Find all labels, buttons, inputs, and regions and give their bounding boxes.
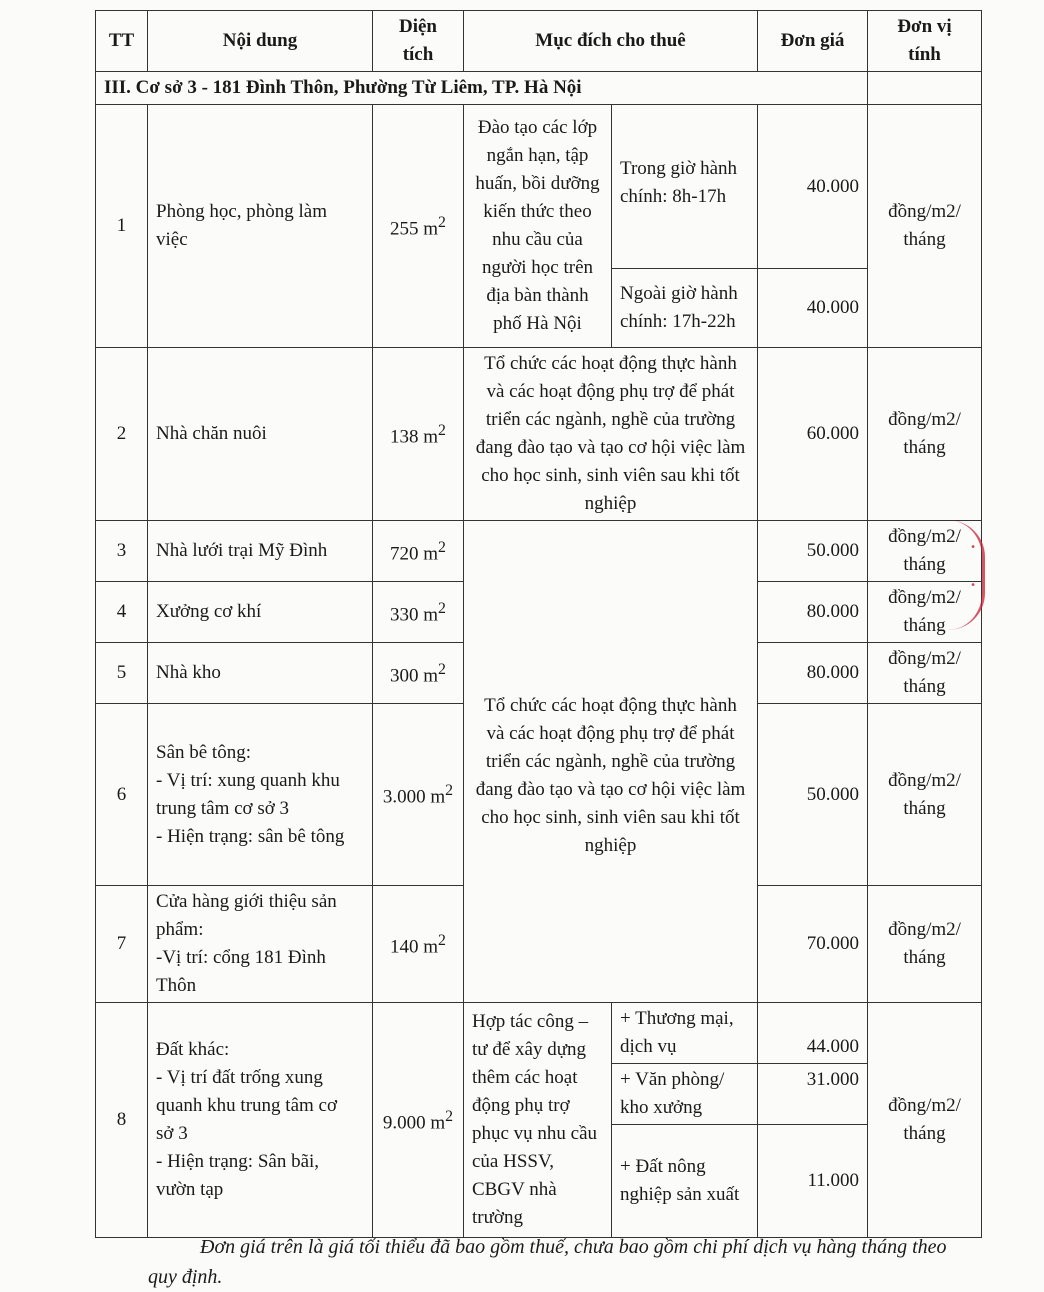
- row-content: Phòng học, phòng làm việc: [148, 105, 373, 348]
- row-price: 50.000: [758, 704, 868, 886]
- row-purpose: Đào tạo các lớp ngắn hạn, tập huấn, bồi dưỡng kiến thức theo nhu cầu của người học trên địa bàn thành phố Hà Nội: [464, 105, 612, 348]
- row-subpurpose: Trong giờ hành chính: 8h-17h: [612, 105, 758, 269]
- rental-price-table: [95, 10, 982, 1238]
- row-unit: đồng/m2/ tháng: [868, 105, 982, 348]
- row-area: 3.000 $m^2$: [373, 704, 464, 886]
- row-price: 80.000: [758, 643, 868, 704]
- table-header-row: [96, 11, 982, 72]
- row-number: 8: [96, 1003, 148, 1238]
- row-area: 140 $m^2$: [373, 886, 464, 1003]
- row-area: 330 $m^2$: [373, 582, 464, 643]
- row-price: 40.000: [758, 269, 868, 348]
- row-number: 4: [96, 582, 148, 643]
- row-price: 11.000: [758, 1125, 868, 1238]
- row-number: 1: [96, 105, 148, 348]
- row-number: 5: [96, 643, 148, 704]
- row-price: 60.000: [758, 348, 868, 521]
- header-tt: TT: [96, 11, 148, 72]
- row-content: Xưởng cơ khí: [148, 582, 373, 643]
- row-price: 70.000: [758, 886, 868, 1003]
- row-unit: đồng/m2/ tháng: [868, 582, 982, 643]
- row-area: 9.000 $m^2$: [373, 1003, 464, 1238]
- row-area: 720 $m^2$: [373, 521, 464, 582]
- row-unit: đồng/m2/ tháng: [868, 643, 982, 704]
- row-content: Đất khác: - Vị trí đất trống xung quanh khu trung tâm cơ sở 3 - Hiện trạng: Sân bãi, vườn tạp: [148, 1003, 373, 1238]
- row-price: 50.000: [758, 521, 868, 582]
- table-row: [96, 1003, 982, 1064]
- header-dien-tich: Diện tích: [373, 11, 464, 72]
- header-muc-dich: Mục đích cho thuê: [464, 11, 758, 72]
- row-content: Nhà chăn nuôi: [148, 348, 373, 521]
- row-unit: đồng/m2/ tháng: [868, 1003, 982, 1238]
- row-subpurpose: Ngoài giờ hành chính: 17h-22h: [612, 269, 758, 348]
- row-number: 2: [96, 348, 148, 521]
- table-row: [96, 521, 982, 582]
- footnote: Đơn giá trên là giá tối thiểu đã bao gồm thuế, chưa bao gồm chi phí dịch vụ hàng tháng theo quy định.: [148, 1236, 947, 1288]
- section-row: [96, 72, 982, 105]
- row-price: 80.000: [758, 582, 868, 643]
- row-purpose: Hợp tác công – tư để xây dựng thêm các hoạt động phụ trợ phục vụ nhu cầu của HSSV, CBGV nhà trường: [464, 1003, 612, 1238]
- row-content: Cửa hàng giới thiệu sản phẩm: -Vị trí: cổng 181 Đình Thôn: [148, 886, 373, 1003]
- row-subpurpose: + Đất nông nghiệp sản xuất: [612, 1125, 758, 1238]
- table-row: [96, 105, 982, 269]
- row-area: 300 $m^2$: [373, 643, 464, 704]
- section-title: III. Cơ sở 3 - 181 Đình Thôn, Phường Từ Liêm, TP. Hà Nội: [96, 72, 868, 105]
- header-don-gia: Đơn giá: [758, 11, 868, 72]
- row-area: 138 $m^2$: [373, 348, 464, 521]
- row-subpurpose: + Thương mại, dịch vụ: [612, 1003, 758, 1064]
- row-unit: đồng/m2/ tháng: [868, 521, 982, 582]
- row-content: Nhà kho: [148, 643, 373, 704]
- header-noi-dung: Nội dung: [148, 11, 373, 72]
- row-purpose: Tổ chức các hoạt động thực hành và các hoạt động phụ trợ để phát triển các ngành, nghề của trường đang đào tạo và tạo cơ hội việc làm cho học sinh, sinh viên sau khi tốt nghiệp: [464, 348, 758, 521]
- row-unit: đồng/m2/ tháng: [868, 886, 982, 1003]
- row-content: Nhà lưới trại Mỹ Đình: [148, 521, 373, 582]
- row-purpose-shared: Tổ chức các hoạt động thực hành và các hoạt động phụ trợ để phát triển các ngành, nghề của trường đang đào tạo và tạo cơ hội việc làm cho học sinh, sinh viên sau khi tốt nghiệp: [464, 521, 758, 1003]
- row-number: 3: [96, 521, 148, 582]
- row-subpurpose: + Văn phòng/ kho xưởng: [612, 1064, 758, 1125]
- row-number: 7: [96, 886, 148, 1003]
- row-content: Sân bê tông: - Vị trí: xung quanh khu trung tâm cơ sở 3 - Hiện trạng: sân bê tông: [148, 704, 373, 886]
- row-price: 44.000: [758, 1003, 868, 1064]
- row-price: 31.000: [758, 1064, 868, 1125]
- row-price: 40.000: [758, 105, 868, 269]
- red-seal-stamp: • •: [948, 520, 985, 630]
- row-area: 255 $m^2$: [373, 105, 464, 348]
- header-don-vi: Đơn vị tính: [868, 11, 982, 72]
- row-unit: đồng/m2/ tháng: [868, 348, 982, 521]
- row-number: 6: [96, 704, 148, 886]
- row-unit: đồng/m2/ tháng: [868, 704, 982, 886]
- table-row: [96, 348, 982, 521]
